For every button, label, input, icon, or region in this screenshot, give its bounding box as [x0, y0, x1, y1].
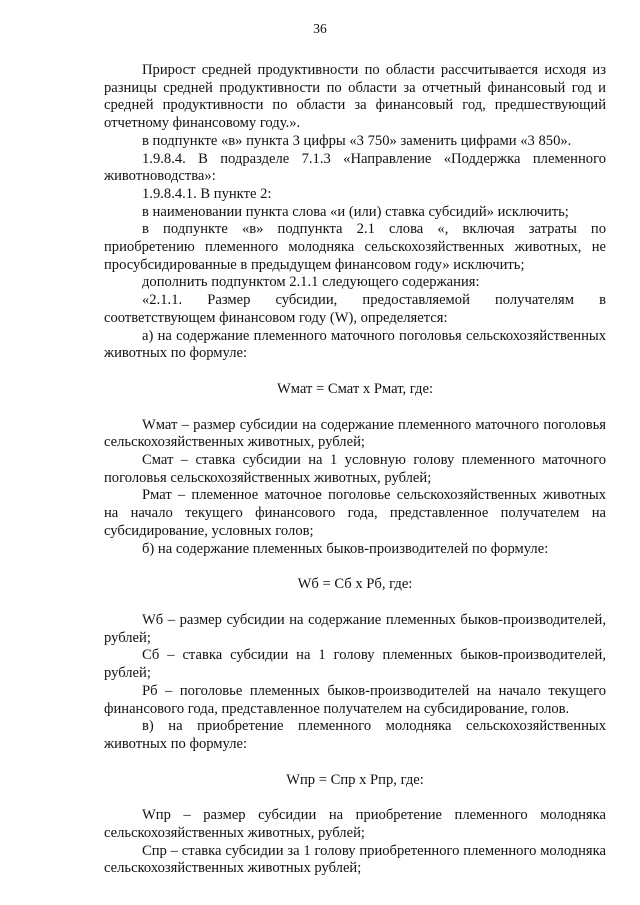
paragraph: Wмат – размер субсидии на содержание племенного маточного поголовья сельскохозяйственных животных, рублей; — [104, 416, 606, 451]
formula: Wмат = Смат х Рмат, где: — [277, 380, 433, 397]
paragraph: Рб – поголовье племенных быков-производителей на начало текущего финансового года, представленное получателем на субсидирование, голов. — [104, 682, 606, 717]
paragraph: Смат – ставка субсидии на 1 условную голову племенного маточного поголовья сельскохозяйственных животных, рублей; — [104, 452, 606, 486]
paragraph: а) на содержание племенного маточного поголовья сельскохозяйственных животных по формуле: — [104, 327, 606, 362]
paragraph: 1.9.8.4. В подразделе 7.1.3 «Направление «Поддержка племенного животноводства»: — [104, 150, 606, 185]
spacer — [104, 594, 606, 612]
paragraph: Рмат – племенное маточное поголовье сельскохозяйственных животных на начало текущего финансового года, представленное получателем на субсидирование, условных голов; — [104, 487, 606, 539]
formula: Wпр = Спр х Рпр, где: — [286, 771, 424, 788]
paragraph: 1.9.8.4.1. В пункте 2: — [142, 185, 272, 202]
spacer — [104, 754, 606, 772]
paragraph: дополнить подпунктом 2.1.1 следующего содержания: — [142, 274, 480, 291]
paragraph: Сб – ставка субсидии на 1 голову племенных быков-производителей, рублей; — [104, 647, 606, 682]
paragraph: в подпункте «в» пункта 3 цифры «3 750» заменить цифрами «3 850». — [142, 132, 572, 149]
paragraph: «2.1.1. Размер субсидии, предоставляемой получателям в соответствующем финансовом году (W), определяется: — [104, 292, 606, 326]
paragraph: Wпр – размер субсидии на приобретение племенного молодняка сельскохозяйственных животных, рублей; — [104, 807, 606, 842]
spacer — [104, 789, 606, 807]
formula: Wб = Сб х Рб, где: — [297, 576, 413, 593]
paragraph: в наименовании пункта слова «и (или) ставка субсидий» исключить; — [142, 203, 569, 220]
paragraph: б) на содержание племенных быков-производителей по формуле: — [142, 540, 549, 557]
paragraph: в подпункте «в» подпункта 2.1 слова «, включая затраты по приобретению племенного молодняка сельскохозяйственных животных, не просубсидированные в предыдущем финансовом году» исключить; — [104, 221, 606, 273]
paragraph: в) на приобретение племенного молодняка сельскохозяйственных животных по формуле: — [104, 718, 606, 752]
paragraph: Wб – размер субсидии на содержание племенных быков-производителей, рублей; — [104, 611, 606, 646]
spacer — [104, 363, 606, 381]
paragraph: Спр – ставка субсидии за 1 голову приобретенного племенного молодняка сельскохозяйственных животных рублей; — [104, 842, 606, 877]
spacer — [104, 558, 606, 576]
spacer — [104, 399, 606, 417]
paragraph: Прирост средней продуктивности по области рассчитывается исходя из разницы средней продуктивности по области за отчетный финансовый год и средней продуктивности по области за финансовый год, предшествующий отчетному финансовому году.». — [104, 62, 606, 132]
document-body — [104, 62, 606, 878]
page-number: 36 — [313, 21, 327, 36]
